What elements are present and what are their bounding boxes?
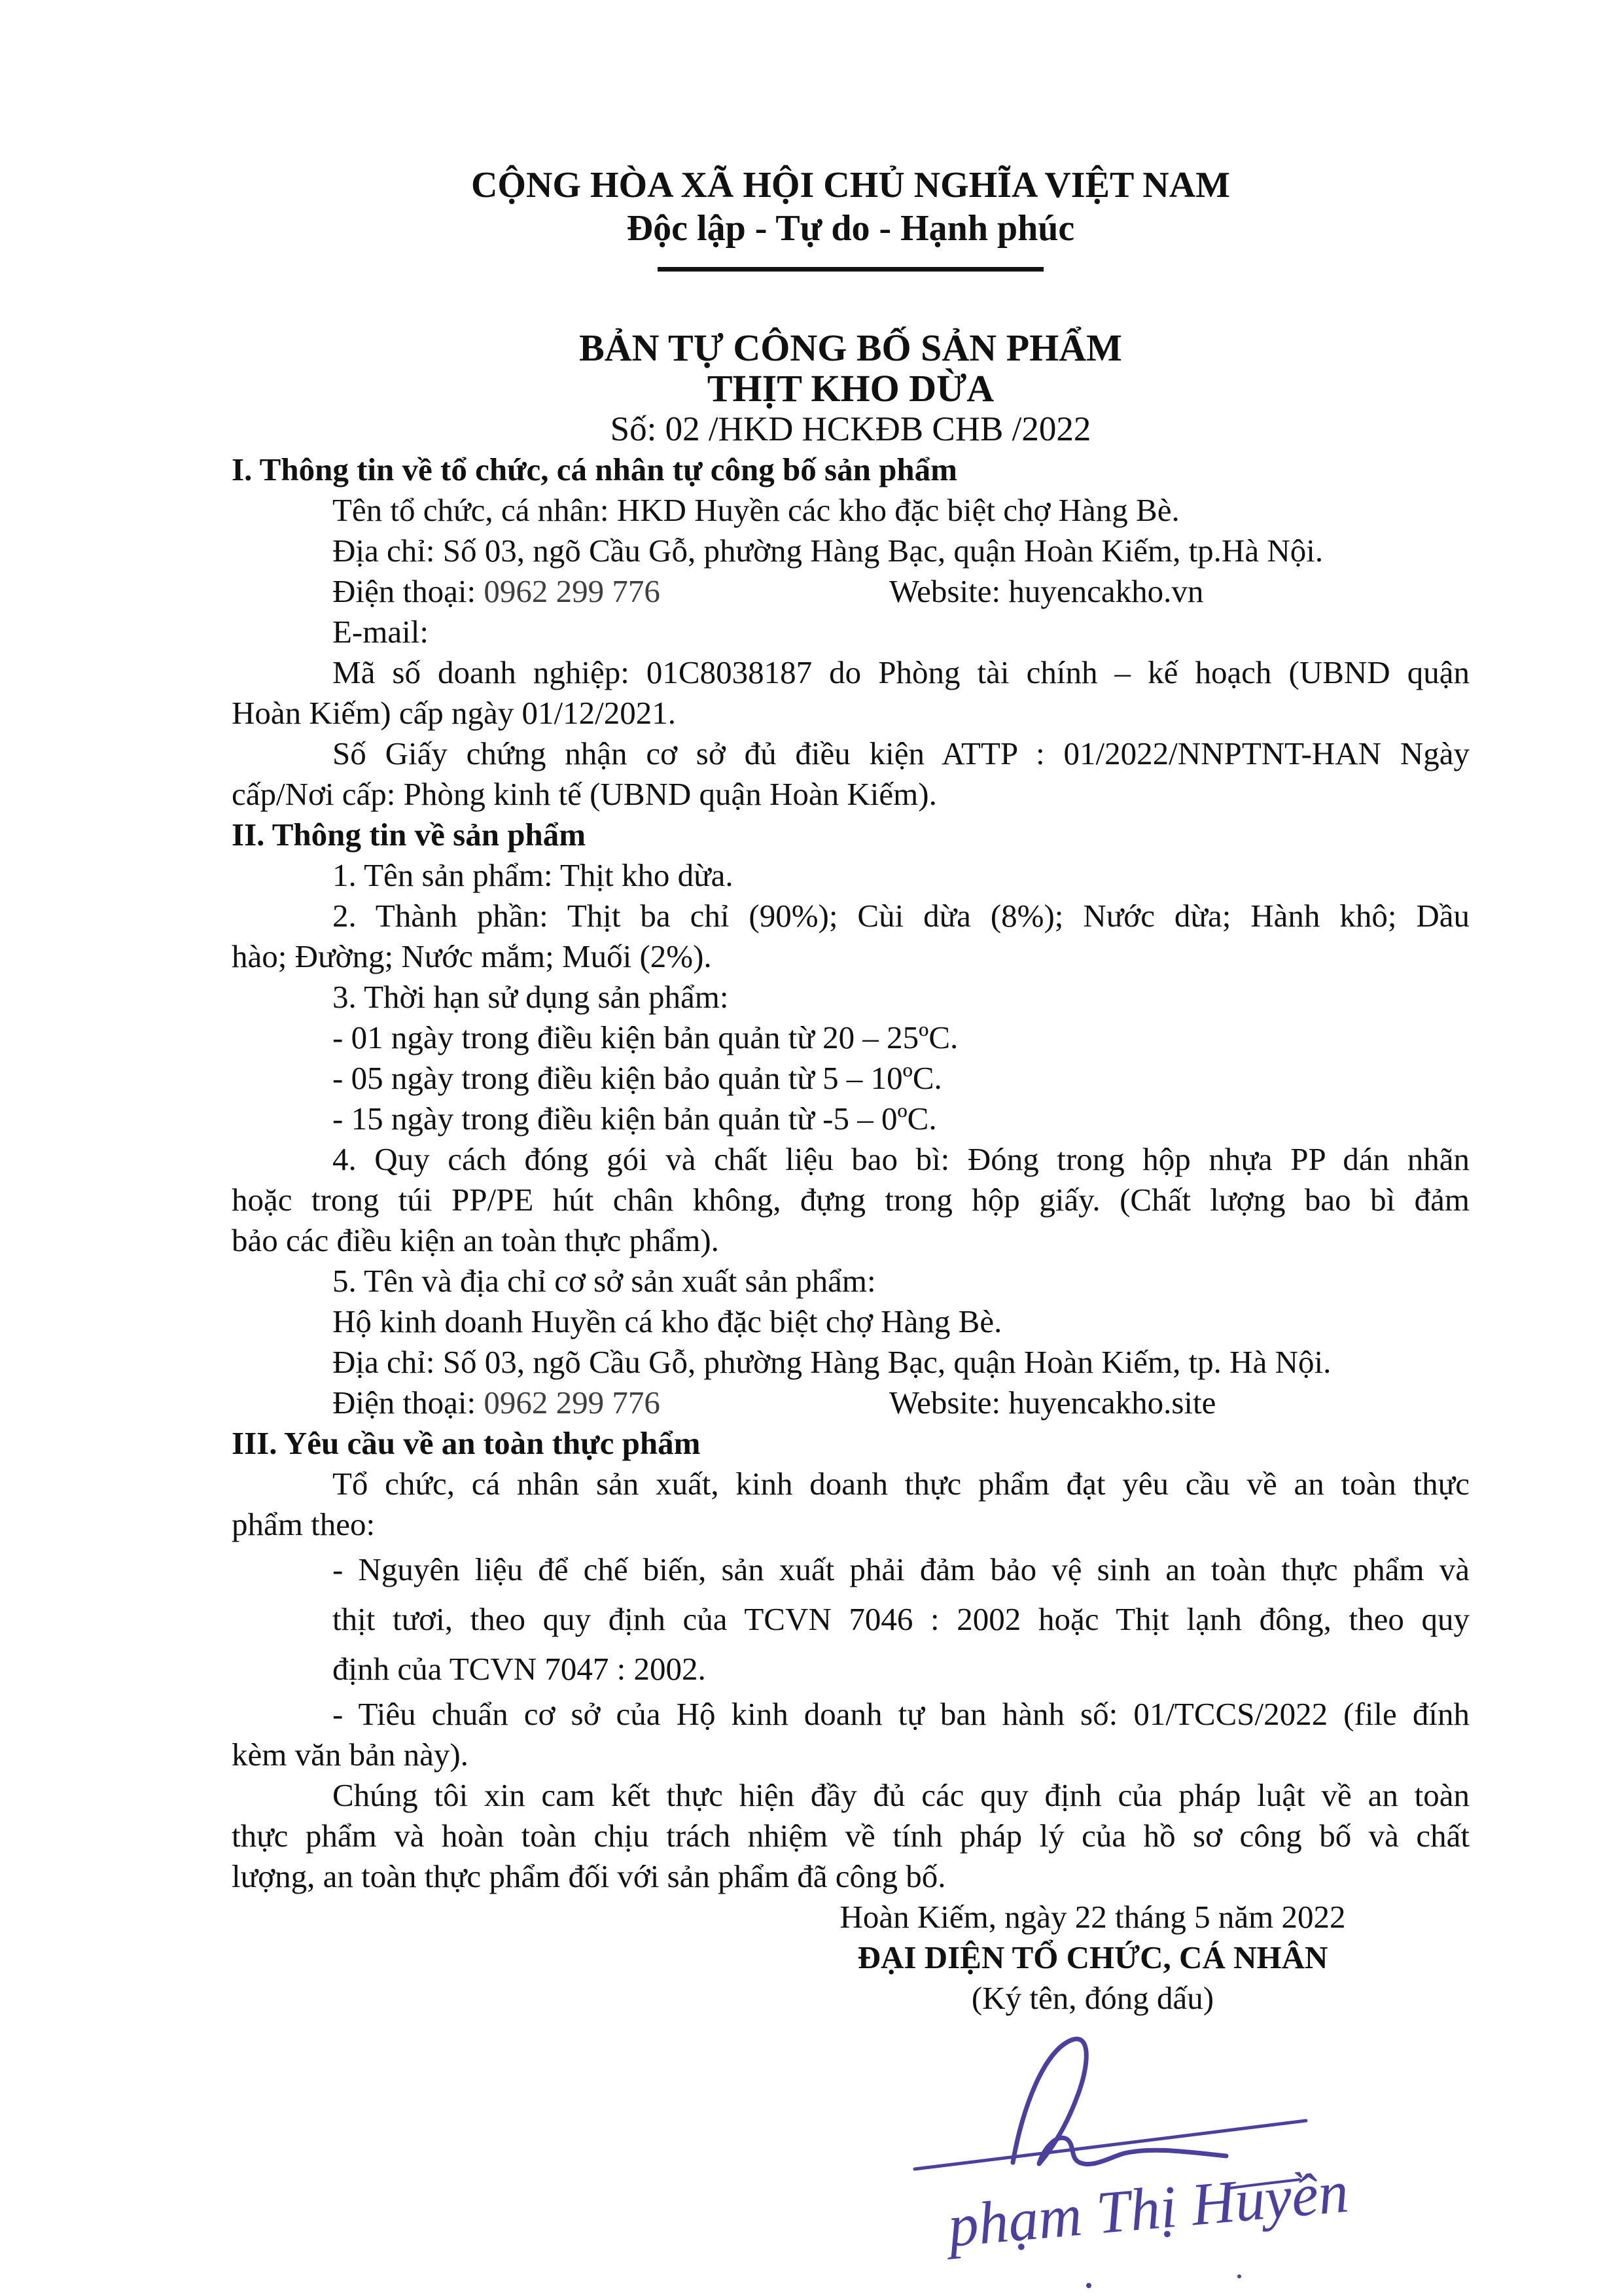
website-value: huyencakho.vn: [1008, 573, 1204, 609]
safety-intro-line1: Tổ chức, cá nhân sản xuất, kinh doanh thực phẩm đạt yêu cầu về an toàn thực: [332, 1466, 1470, 1502]
product-title: THỊT KHO DỪA: [707, 367, 995, 410]
packaging-line1: 4. Quy cách đóng gói và chất liệu bao bì: Đóng trong hộp nhựa PP dán nhãn: [332, 1141, 1470, 1177]
org-address-line: Địa chỉ: Số 03, ngõ Cầu Gỗ, phường Hàng Bạc, quận Hoàn Kiếm, tp.Hà Nội.: [332, 533, 1324, 569]
ink-dot-2: [1237, 2274, 1241, 2278]
website-label-2: Website:: [889, 1385, 1001, 1421]
attp-cert-line1: Số Giấy chứng nhận cơ sở đủ điều kiện ATTP : 01/2022/NNPTNT-HAN Ngày: [332, 735, 1470, 771]
business-reg-line2: Hoàn Kiếm) cấp ngày 01/12/2021.: [232, 695, 677, 731]
ingredients-line1: 2. Thành phần: Thịt ba chỉ (90%); Cùi dừa (8%); Nước dừa; Hành khô; Dầu: [332, 898, 1470, 934]
shelf-life-item-2: - 05 ngày trong điều kiện bảo quản từ 5 – 10ºC.: [332, 1060, 942, 1096]
national-motto-line1: CỘNG HÒA XÃ HỘI CHỦ NGHĨA VIỆT NAM: [470, 165, 1231, 205]
email-line: E-mail:: [332, 614, 429, 650]
closing-block: [716, 1897, 1470, 2019]
representative-line: ĐẠI DIỆN TỔ CHỨC, CÁ NHÂN: [857, 1939, 1328, 1975]
website-label: Website:: [889, 573, 1001, 609]
standard-line1: - Tiêu chuẩn cơ sở của Hộ kinh doanh tự ban hành số: 01/TCCS/2022 (file đính: [332, 1696, 1470, 1732]
signature-underline: [915, 2121, 1306, 2169]
org-phone-website-line: [232, 571, 1470, 612]
materials-line3: định của TCVN 7047 : 2002.: [332, 1651, 706, 1687]
producer-phone-website-line: [232, 1383, 1470, 1423]
section2-heading: II. Thông tin về sản phẩm: [232, 817, 586, 853]
ingredients-line2: hào; Đường; Nước mắm; Muối (2%).: [232, 938, 712, 974]
national-motto-line2: Độc lập - Tự do - Hạnh phúc: [626, 208, 1075, 249]
national-header: [232, 164, 1470, 272]
shelf-life-heading: 3. Thời hạn sử dụng sản phẩm:: [332, 979, 729, 1015]
materials-paragraph: [232, 1545, 1470, 1694]
website-value-2: huyencakho.site: [1008, 1385, 1216, 1421]
commitment-line2: thực phẩm và hoàn toàn chịu trách nhiệm về tính pháp lý của hồ sơ công bố và chất: [232, 1818, 1470, 1854]
producer-name-line: Hộ kinh doanh Huyền cá kho đặc biệt chợ Hàng Bè.: [332, 1303, 1002, 1339]
ink-dot: [1086, 2283, 1091, 2288]
shelf-life-item-3: - 15 ngày trong điều kiện bản quản từ -5 – 0ºC.: [332, 1101, 937, 1137]
signature-name: phạm Thị Huyền: [945, 2157, 1351, 2259]
business-reg-line1: Mã số doanh nghiệp: 01C8038187 do Phòng tài chính – kế hoạch (UBND quận: [332, 654, 1470, 690]
document-number: Số: 02 /HKD HCKĐB CHB /2022: [610, 410, 1091, 448]
section1-heading: I. Thông tin về tổ chức, cá nhân tự công bố sản phẩm: [232, 451, 957, 487]
safety-intro-line2: phẩm theo:: [232, 1506, 376, 1542]
signature-area: [873, 2024, 1534, 2296]
packaging-line2: hoặc trong túi PP/PE hút chân không, đựng trong hộp giấy. (Chất lượng bao bì đảm: [232, 1182, 1470, 1218]
materials-line2: thịt tươi, theo quy định của TCVN 7046 : 2002 hoặc Thịt lạnh đông, theo quy: [332, 1601, 1470, 1637]
commitment-line1: Chúng tôi xin cam kết thực hiện đầy đủ các quy định của pháp luật về an toàn: [332, 1777, 1470, 1813]
shelf-life-item-1: - 01 ngày trong điều kiện bản quản từ 20 – 25ºC.: [332, 1019, 959, 1055]
product-name-line: 1. Tên sản phẩm: Thịt kho dừa.: [332, 857, 733, 893]
producer-address-line: Địa chỉ: Số 03, ngõ Cầu Gỗ, phường Hàng Bạc, quận Hoàn Kiếm, tp. Hà Nội.: [332, 1344, 1332, 1380]
materials-line1: - Nguyên liệu để chế biến, sản xuất phải đảm bảo vệ sinh an toàn thực phẩm và: [332, 1551, 1470, 1587]
section3-heading: III. Yêu cầu về an toàn thực phẩm: [232, 1425, 701, 1461]
phone-number: 0962 299 776: [484, 573, 660, 609]
attp-cert-line2: cấp/Nơi cấp: Phòng kinh tế (UBND quận Hoàn Kiếm).: [232, 776, 937, 812]
signature-ink: [873, 2024, 1534, 2296]
document-body: [232, 450, 1470, 2296]
phone-label-2: Điện thoại:: [332, 1385, 476, 1421]
producer-heading: 5. Tên và địa chỉ cơ sở sản xuất sản phẩm:: [332, 1263, 876, 1299]
document-title-block: [232, 328, 1470, 450]
sign-note-line: (Ký tên, đóng dấu): [971, 1980, 1214, 2016]
motto-separator: [658, 267, 1044, 272]
phone-label: Điện thoại:: [332, 573, 476, 609]
document-title: BẢN TỰ CÔNG BỐ SẢN PHẨM: [579, 327, 1122, 369]
standard-line2: kèm văn bản này).: [232, 1737, 468, 1773]
phone-number-2: 0962 299 776: [484, 1385, 660, 1421]
packaging-line3: bảo các điều kiện an toàn thực phẩm).: [232, 1222, 719, 1258]
commitment-line3: lượng, an toàn thực phẩm đối với sản phẩm đã công bố.: [232, 1858, 946, 1894]
org-name-line: Tên tổ chức, cá nhân: HKD Huyền các kho đặc biệt chợ Hàng Bè.: [332, 492, 1180, 528]
place-date-line: Hoàn Kiếm, ngày 22 tháng 5 năm 2022: [839, 1899, 1346, 1935]
